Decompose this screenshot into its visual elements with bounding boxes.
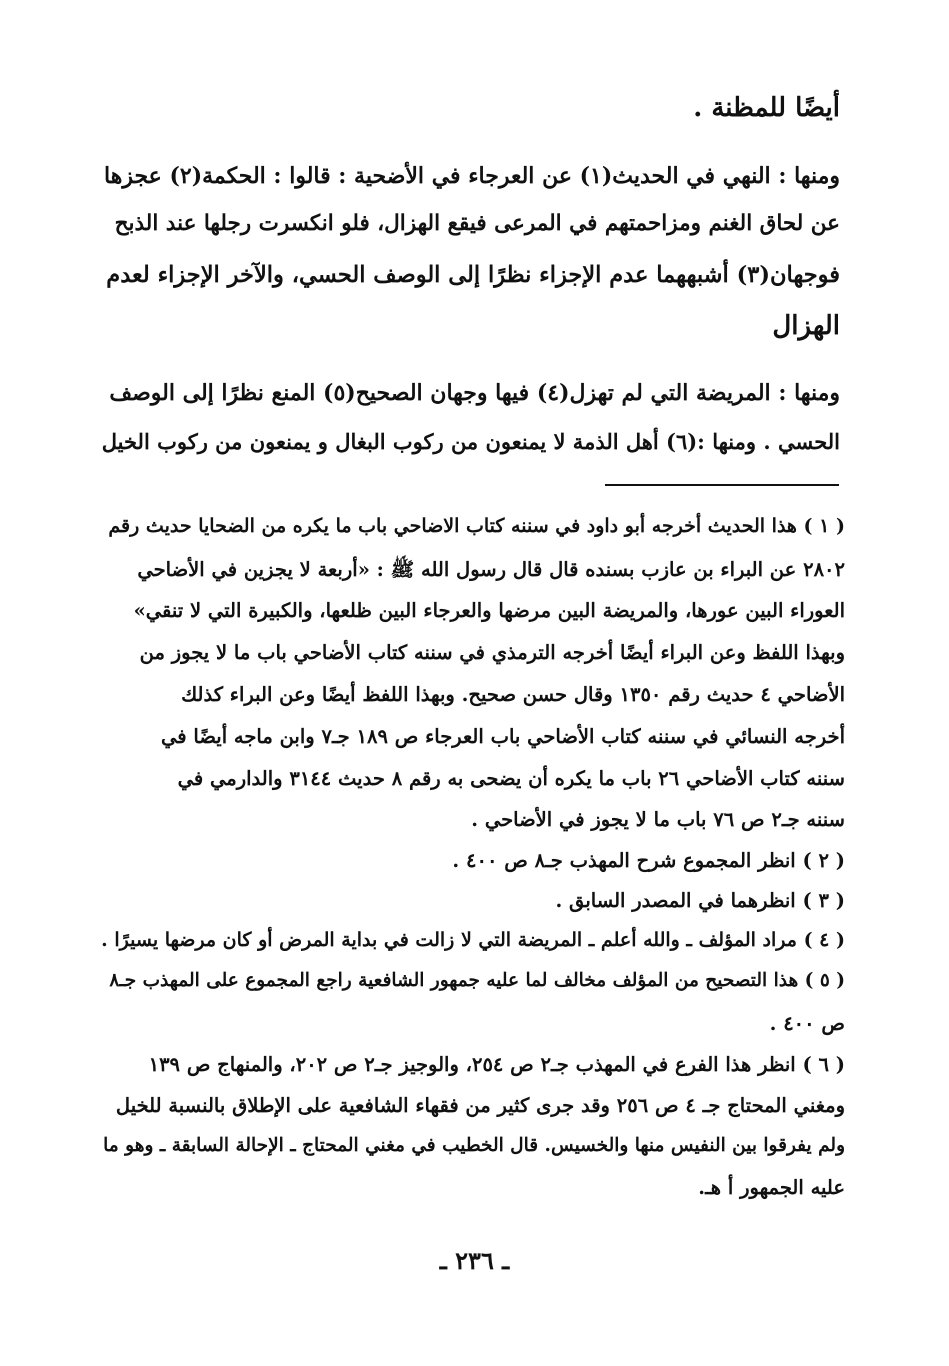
body-line: الحسي . ومنها :(٦) أهل الذمة لا يمنعون من ركوب البغال و يمنعون من ركوب الخيل <box>101 429 840 454</box>
body-line: ومنها : النهي في الحديث(١) عن العرجاء في الأضحية : قالوا : الحكمة(٢) عجزها <box>104 163 840 189</box>
footnote-line: ولم يفرقوا بين النفيس منها والخسيس. قال الخطيب في مغني المحتاج ـ الإحالة السابقة ـ وهو ما <box>103 1135 845 1156</box>
footnote-line: ( ٢ ) انظر المجموع شرح المهذب جـ٨ ص ٤٠٠ . <box>452 849 845 872</box>
body-line: الهزال <box>772 311 840 341</box>
footnote-line: ( ٣ ) انظرهما في المصدر السابق . <box>555 889 845 912</box>
footnote-line: عليه الجمهور أ هـ. <box>698 1176 845 1199</box>
footnote-line: ( ١ ) هذا الحديث أخرجه أبو داود في سننه كتاب الاضاحي باب ما يكره من الضحايا حديث رقم <box>108 515 845 537</box>
body-line: فوجهان(٣) أشبههما عدم الإجزاء نظرًا إلى الوصف الحسي، والآخر الإجزاء لعدم <box>106 262 840 288</box>
footnote-line: سننه كتاب الأضاحي ٢٦ باب ما يكره أن يضحى به رقم ٨ حديث ٣١٤٤ والدارمي في <box>177 767 845 790</box>
footnote-line: أخرجه النسائي في سننه كتاب الأضاحي باب العرجاء ص ١٨٩ جـ٧ وابن ماجه أيضًا في <box>161 725 845 748</box>
body-line: أيضًا للمظنة . <box>693 93 840 123</box>
footnote-separator <box>605 484 839 486</box>
body-line: عن لحاق الغنم ومزاحمتهم في المرعى فيقع الهزال، فلو انكسرت رجلها عند الذبح <box>114 211 840 236</box>
footnote-line: ومغني المحتاج جـ ٤ ص ٢٥٦ وقد جرى كثير من فقهاء الشافعية على الإطلاق بالنسبة للخيل <box>115 1094 845 1117</box>
footnote-line: الأضاحي ٤ حديث رقم ١٣٥٠ وقال حسن صحيح. وبهذا اللفظ أيضًا وعن البراء كذلك <box>181 683 845 706</box>
footnote-line: وبهذا اللفظ وعن البراء أيضًا أخرجه الترمذي في سننه كتاب الأضاحي باب ما لا يجوز من <box>139 641 845 664</box>
footnote-line: ٢٨٠٢ عن البراء بن عازب بسنده قال قال رسول الله ﷺ : «أربعة لا يجزين في الأضاحي <box>137 558 845 581</box>
footnote-line: سننه جـ٢ ص ٧٦ باب ما لا يجوز في الأضاحي . <box>471 808 845 831</box>
footnote-line: ص ٤٠٠ . <box>769 1012 845 1035</box>
footnote-line: ( ٤ ) مراد المؤلف ـ والله أعلم ـ المريضة التي لا زالت في بداية المرض أو كان مرضها يسيرًا . <box>101 929 845 951</box>
footnote-line: ( ٦ ) انظر هذا الفرع في المهذب جـ٢ ص ٢٥٤، والوجيز جـ٢ ص ٢٠٢، والمنهاج ص ١٣٩ <box>148 1053 845 1076</box>
footnote-line: العوراء البين عورها، والمريضة البين مرضها والعرجاء البين ظلعها، والكبيرة التي لا تنقي» <box>133 599 845 622</box>
footnote-line: ( ٥ ) هذا التصحيح من المؤلف مخالف لما عليه جمهور الشافعية راجع المجموع على المهذب جـ٨ <box>109 970 845 991</box>
page-number: ـ ٢٣٦ ـ <box>439 1246 510 1275</box>
body-line: ومنها : المريضة التي لم تهزل(٤) فيها وجهان الصحيح(٥) المنع نظرًا إلى الوصف <box>109 380 840 406</box>
